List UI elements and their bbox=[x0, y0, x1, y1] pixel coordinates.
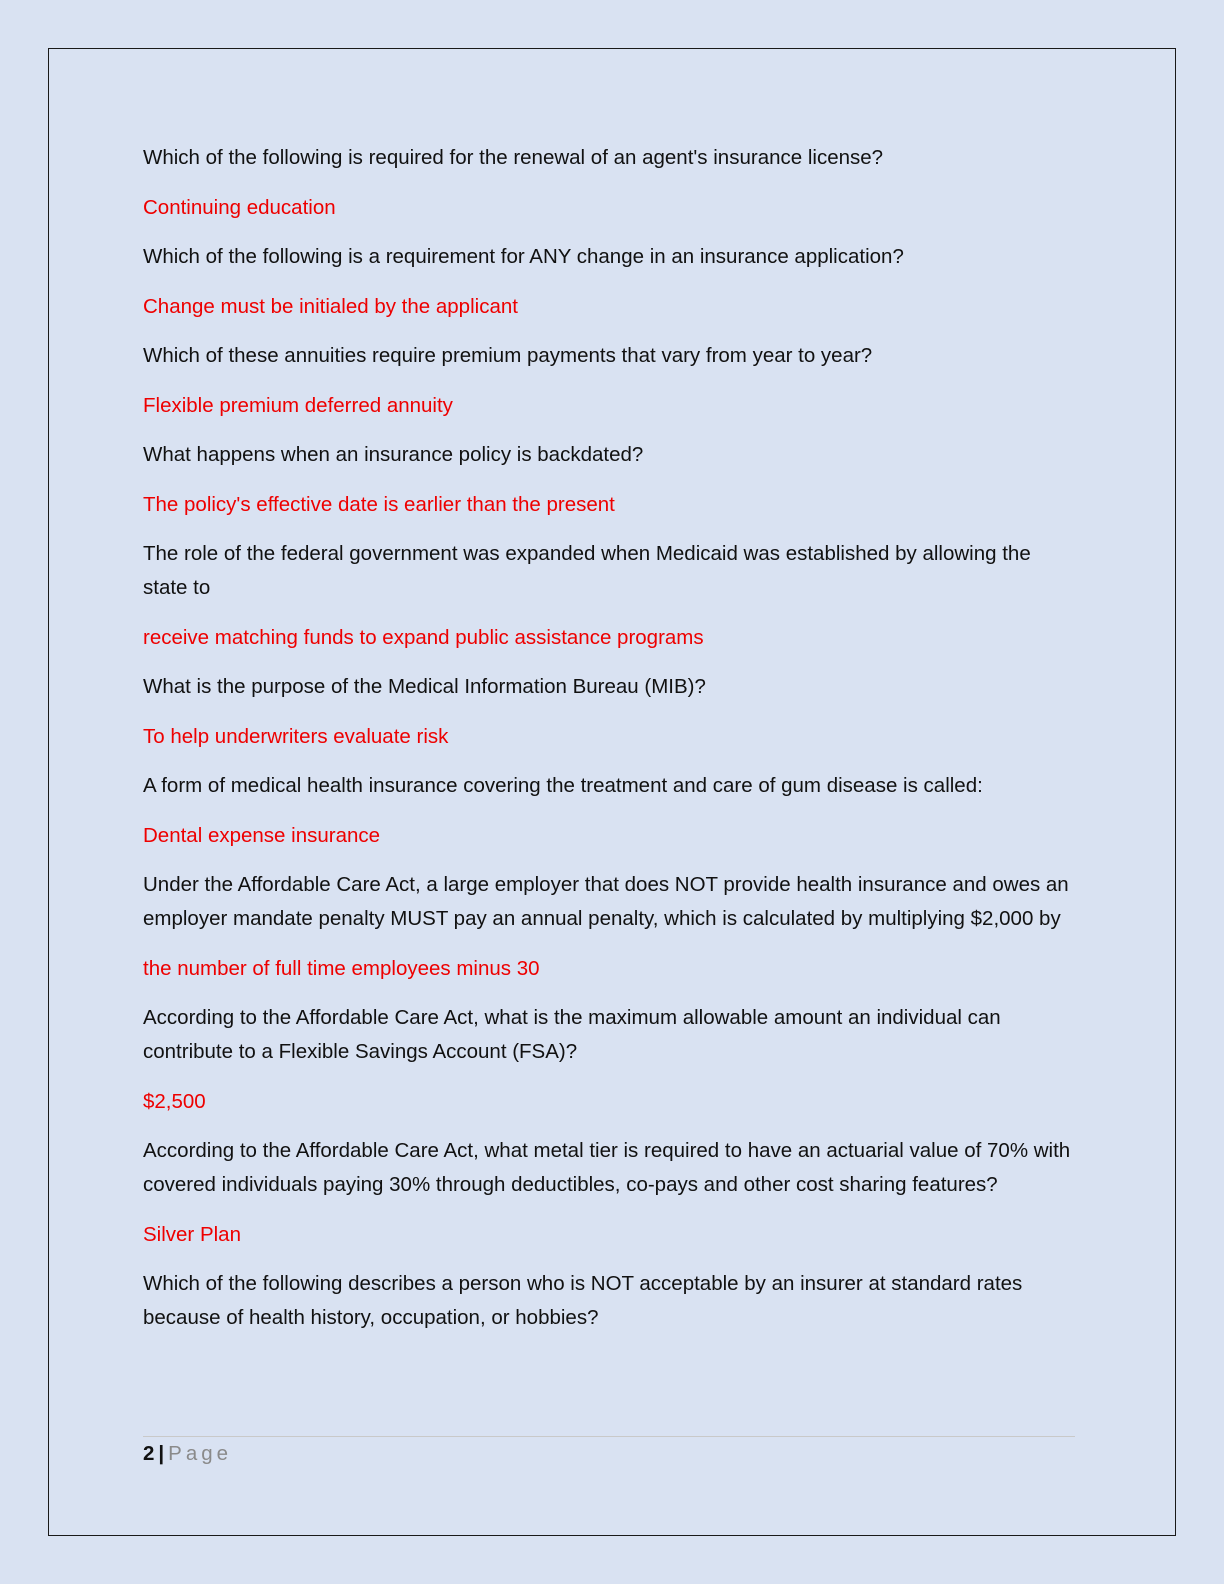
question-10: According to the Affordable Care Act, what metal tier is required to have an actuarial value of 70% with covered individuals paying 30% through deductibles, co-pays and other cost sharing features? bbox=[143, 1139, 1071, 1196]
answer-10: Silver Plan bbox=[143, 1222, 241, 1246]
question-7: A form of medical health insurance covering the treatment and care of gum disease is called: bbox=[143, 774, 983, 797]
question-11: Which of the following describes a person who is NOT acceptable by an insurer at standard rates because of health history, occupation, or hobbies? bbox=[143, 1272, 1023, 1329]
answer-6: To help underwriters evaluate risk bbox=[143, 724, 449, 748]
answer-3: Flexible premium deferred annuity bbox=[143, 393, 453, 417]
question-5: The role of the federal government was expanded when Medicaid was established by allowing the state to bbox=[143, 542, 1031, 599]
qa-list bbox=[143, 141, 1073, 1351]
page-footer bbox=[143, 1440, 232, 1468]
page-number: 2 bbox=[143, 1442, 155, 1465]
page-label: Page bbox=[168, 1442, 233, 1465]
answer-2: Change must be initialed by the applicant bbox=[143, 294, 518, 318]
question-1: Which of the following is required for the renewal of an agent's insurance license? bbox=[143, 146, 884, 169]
answer-8: the number of full time employees minus 30 bbox=[143, 956, 540, 980]
footer-separator: | bbox=[158, 1442, 165, 1465]
question-8: Under the Affordable Care Act, a large employer that does NOT provide health insurance and owes an employer mandate penalty MUST pay an annual penalty, which is calculated by multiplying $2,000 by bbox=[143, 873, 1069, 930]
answer-9: $2,500 bbox=[143, 1089, 206, 1113]
answer-7: Dental expense insurance bbox=[143, 823, 381, 847]
answer-5: receive matching funds to expand public assistance programs bbox=[143, 625, 704, 649]
footer-divider bbox=[143, 1436, 1075, 1437]
answer-1: Continuing education bbox=[143, 195, 336, 219]
question-2: Which of the following is a requirement for ANY change in an insurance application? bbox=[143, 245, 904, 268]
question-3: Which of these annuities require premium payments that vary from year to year? bbox=[143, 344, 873, 367]
question-4: What happens when an insurance policy is backdated? bbox=[143, 443, 644, 466]
question-9: According to the Affordable Care Act, what is the maximum allowable amount an individual can contribute to a Flexible Savings Account (FSA)? bbox=[143, 1006, 1001, 1063]
question-6: What is the purpose of the Medical Information Bureau (MIB)? bbox=[143, 675, 706, 698]
answer-4: The policy's effective date is earlier than the present bbox=[143, 492, 615, 516]
